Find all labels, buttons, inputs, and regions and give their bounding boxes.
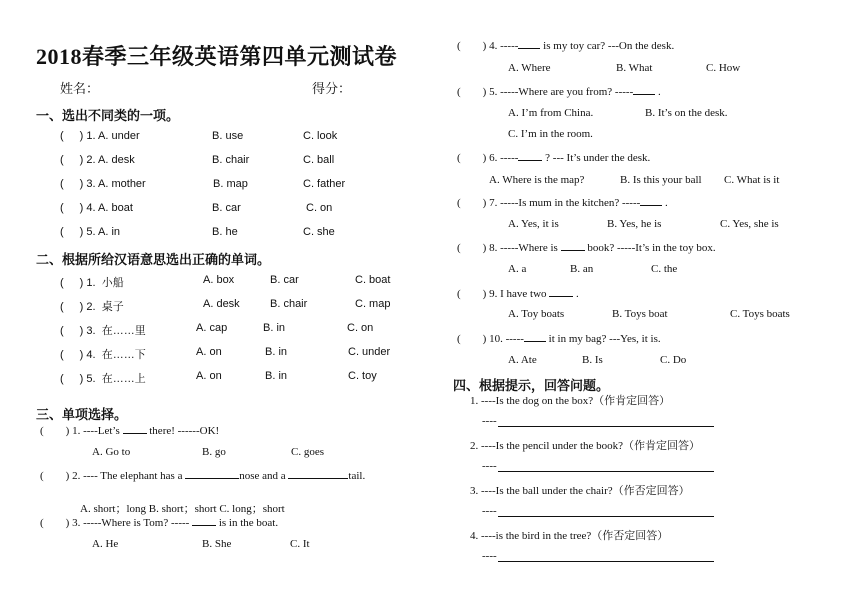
answer-line[interactable]	[498, 561, 714, 562]
name-label: 姓名：	[60, 81, 100, 96]
answer-line[interactable]	[498, 471, 714, 472]
answer-blank[interactable]	[518, 38, 540, 49]
option-a: A. desk	[203, 298, 240, 310]
question-1: ( ) 1. ----Let’s there! ------OK!	[40, 425, 220, 437]
answer-line[interactable]	[498, 516, 714, 517]
option-a: A. box	[203, 274, 235, 286]
option-b: B. go	[202, 446, 226, 458]
option-b: B. car	[212, 202, 241, 214]
list-item: ( ) 3. A. mother	[60, 178, 146, 190]
question-7: ( ) 7. -----Is mum in the kitchen? ----- .	[457, 197, 668, 209]
option-b: B. Toys boat	[612, 308, 668, 320]
option-b: B. chair	[270, 298, 308, 310]
option-b: B. Yes, he is	[607, 218, 662, 230]
option-a: A. Yes, it is	[508, 218, 559, 230]
answer-blank[interactable]	[185, 468, 239, 479]
option-c: C. under	[348, 346, 391, 358]
option-b: B. Is	[582, 354, 603, 366]
option-c: C. toy	[348, 370, 377, 382]
question-prompt: 4. ----is the bird in the tree?（作否定回答）	[470, 530, 669, 542]
option-a: A. Toy boats	[508, 308, 565, 320]
option-b: B. chair	[212, 154, 250, 166]
question-prompt: 2. ----Is the pencil under the book?（作肯定回答）	[470, 440, 701, 452]
answer-prefix: ----	[482, 550, 497, 562]
option-a: A. cap	[196, 322, 228, 334]
option-a: A. He	[92, 538, 119, 550]
option-a: A. on	[196, 346, 222, 358]
option-c: C. boat	[355, 274, 391, 286]
question-6: ( ) 6. ----- ? --- It’s under the desk.	[457, 152, 651, 164]
option-c: C. she	[303, 226, 335, 238]
section-2-header: 二、根据所给汉语意思选出正确的单词。	[36, 253, 271, 268]
option-b: B. an	[570, 263, 594, 275]
option-a: A. Go to	[92, 446, 131, 458]
section-3-header: 三、单项选择。	[36, 408, 128, 423]
option-c: C. Do	[660, 354, 687, 366]
answer-blank[interactable]	[633, 84, 655, 95]
option-c: C. on	[306, 202, 333, 214]
answer-blank[interactable]	[561, 240, 585, 251]
option-c: C. It	[290, 538, 310, 550]
options: A. short；long B. short；short C. long；short	[80, 503, 285, 515]
option-a: A. Where	[508, 62, 551, 74]
option-b: B. It’s on the desk.	[645, 107, 728, 119]
option-c: C. the	[651, 263, 678, 275]
question-2: ( ) 2. ---- The elephant has a nose and a tail.	[40, 470, 366, 482]
option-b: B. in	[265, 346, 288, 358]
answer-blank[interactable]	[549, 286, 573, 297]
list-item: ( ) 5. A. in	[60, 226, 121, 238]
option-b: B. Is this your ball	[620, 174, 702, 186]
list-item: ( ) 2. A. desk	[60, 154, 135, 166]
option-b: B. in	[263, 322, 286, 334]
answer-blank[interactable]	[123, 423, 147, 434]
option-a: A. I’m from China.	[508, 107, 594, 119]
question-4: ( ) 4. ----- is my toy car? ---On the desk.	[457, 40, 675, 52]
list-item: ( ) 4. A. boat	[60, 202, 133, 214]
option-a: A. a	[508, 263, 527, 275]
option-c: C. How	[706, 62, 741, 74]
list-item: ( ) 1. A. under	[60, 130, 140, 142]
option-a: A. Ate	[508, 354, 537, 366]
option-a: A. Where is the map?	[489, 174, 585, 186]
page-title: 2018春季三年级英语第四单元测试卷	[36, 44, 398, 69]
question-10: ( ) 10. ----- it in my bag? ---Yes, it is.	[457, 333, 661, 345]
answer-line[interactable]	[498, 426, 714, 427]
option-b: B. he	[212, 226, 238, 238]
option-c: C. goes	[291, 446, 324, 458]
answer-blank[interactable]	[524, 331, 546, 342]
option-a: A. on	[196, 370, 222, 382]
answer-prefix: ----	[482, 415, 497, 427]
list-item: ( ) 5. 在……上	[60, 373, 146, 385]
option-c: C. on	[347, 322, 374, 334]
option-b: B. use	[212, 130, 244, 142]
option-b: B. car	[270, 274, 299, 286]
question-3: ( ) 3. -----Where is Tom? ----- is in the boat.	[40, 517, 279, 529]
question-5: ( ) 5. -----Where are you from? ----- .	[457, 86, 661, 98]
option-c: C. ball	[303, 154, 335, 166]
score-label: 得分：	[312, 81, 352, 96]
section-4-header: 四、根据提示，回答问题。	[453, 379, 610, 394]
question-prompt: 1. ----Is the dog on the box?（作肯定回答）	[470, 395, 671, 407]
answer-blank[interactable]	[518, 150, 542, 161]
answer-prefix: ----	[482, 505, 497, 517]
answer-blank[interactable]	[288, 468, 348, 479]
option-c: C. father	[303, 178, 346, 190]
question-8: ( ) 8. -----Where is book? -----It’s in the toy box.	[457, 242, 716, 254]
option-b: B. in	[265, 370, 288, 382]
question-prompt: 3. ----Is the ball under the chair?（作否定回答）	[470, 485, 690, 497]
option-c: C. Toys boats	[730, 308, 790, 320]
option-b: B. What	[616, 62, 653, 74]
option-c: C. What is it	[724, 174, 780, 186]
option-c: C. Yes, she is	[720, 218, 779, 230]
option-c: C. map	[355, 298, 391, 310]
option-c: C. I’m in the room.	[508, 128, 593, 140]
answer-blank[interactable]	[640, 195, 662, 206]
option-b: B. map	[213, 178, 248, 190]
list-item: ( ) 1. 小船	[60, 277, 124, 289]
answer-blank[interactable]	[192, 515, 216, 526]
option-c: C. look	[303, 130, 338, 142]
list-item: ( ) 2. 桌子	[60, 301, 124, 313]
list-item: ( ) 3. 在……里	[60, 325, 146, 337]
option-b: B. She	[202, 538, 232, 550]
section-1-header: 一、选出不同类的一项。	[36, 109, 180, 124]
list-item: ( ) 4. 在……下	[60, 349, 146, 361]
question-9: ( ) 9. I have two .	[457, 288, 579, 300]
answer-prefix: ----	[482, 460, 497, 472]
